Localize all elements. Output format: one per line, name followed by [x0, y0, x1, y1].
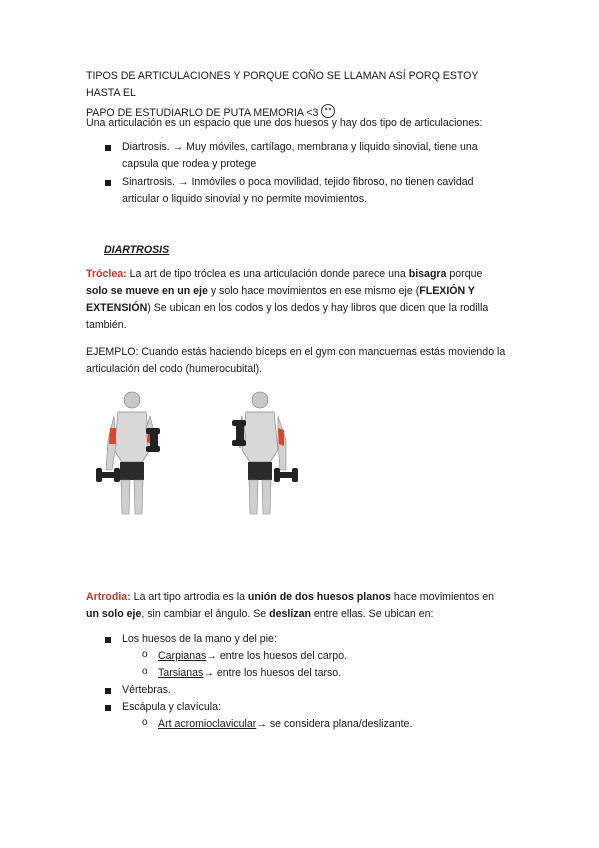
- right-arrow-icon: →: [256, 718, 267, 730]
- ejemplo-paragraph: EJEMPLO: Cuando estás haciendo bíceps en el gym con mancuernas estás moviendo la articulación del codo (humerocubital).: [86, 346, 506, 375]
- list-item-sinartrosis: Sinartrosis. → Inmóviles o poca movilidad, tejido fibroso, no tienen cavidad articular o liquido sinovial y no permite movimientos.: [122, 176, 474, 205]
- section-heading: DIARTROSIS: [104, 244, 170, 256]
- right-arrow-icon: →: [206, 650, 217, 662]
- square-bullet-icon: [105, 637, 111, 643]
- figure-arms-curled: [232, 392, 298, 514]
- circle-bullet-icon: o: [142, 717, 148, 728]
- intro-paragraph: Una articulación es un espacio que une dos huesos y hay dos tipo de articulaciones:: [86, 117, 483, 129]
- tarsianas-link[interactable]: Tarsianas: [158, 667, 204, 679]
- list-item-carpianas: Carpianas→ entre los huesos del carpo.: [158, 650, 348, 662]
- troclea-label: Tróclea:: [86, 268, 127, 280]
- title-line-2: PAPO DE ESTUDIARLO DE PUTA MEMORIA <3: [86, 104, 511, 122]
- list-item-acromioclavicular: Art acromioclavicular→ se considera plana/deslizante.: [158, 718, 413, 730]
- list-item-huesos: Los huesos de la mano y del pie:: [122, 633, 277, 645]
- list-item-tarsianas: Tarsianas→ entre los huesos del tarso.: [158, 667, 342, 679]
- page-title: [86, 68, 511, 122]
- artrodia-paragraph: Artrodia: La art tipo artrodia es la unión de dos huesos planos hace movimientos en un solo eje, sin cambiar el ángulo. Se deslizan entre ellas. Se ubican en:: [86, 591, 494, 620]
- list-item-diartrosis: Diartrosis. → Muy móviles, cartílago, membrana y liquido sinovial, tiene una capsula que rodea y protege: [122, 141, 478, 170]
- list-item-vertebras: Vértebras.: [122, 684, 171, 696]
- right-arrow-icon: →: [203, 667, 214, 679]
- bicep-curl-illustration: [92, 388, 322, 518]
- square-bullet-icon: [105, 705, 111, 711]
- circle-bullet-icon: o: [142, 649, 148, 660]
- right-arrow-icon: →: [177, 176, 189, 188]
- troclea-paragraph: Tróclea: La art de tipo tróclea es una articulación donde parece una bisagra porque solo se mueve en un eje y solo hace movimientos en ese mismo eje (FLEXIÓN Y EXTENSIÓN) Se ubican en los codos y los dedos y hay libros que dicen que la rodilla también.: [86, 268, 489, 331]
- artrodia-label: Artrodia:: [86, 591, 131, 603]
- circle-bullet-icon: o: [142, 666, 148, 677]
- carpianas-link[interactable]: Carpianas: [158, 650, 207, 662]
- square-bullet-icon: [105, 180, 111, 186]
- list-item-escapula: Escápula y clavícula:: [122, 701, 221, 713]
- square-bullet-icon: [105, 145, 111, 151]
- figure-arms-down: [96, 392, 160, 514]
- right-arrow-icon: →: [172, 141, 184, 153]
- square-bullet-icon: [105, 688, 111, 694]
- acromioclavicular-link[interactable]: Art acromioclavicular: [158, 718, 257, 730]
- title-line-1: TIPOS DE ARTICULACIONES Y PORQUE COÑO SE LLAMAN ASÍ PORQ ESTOY HASTA EL: [86, 70, 479, 99]
